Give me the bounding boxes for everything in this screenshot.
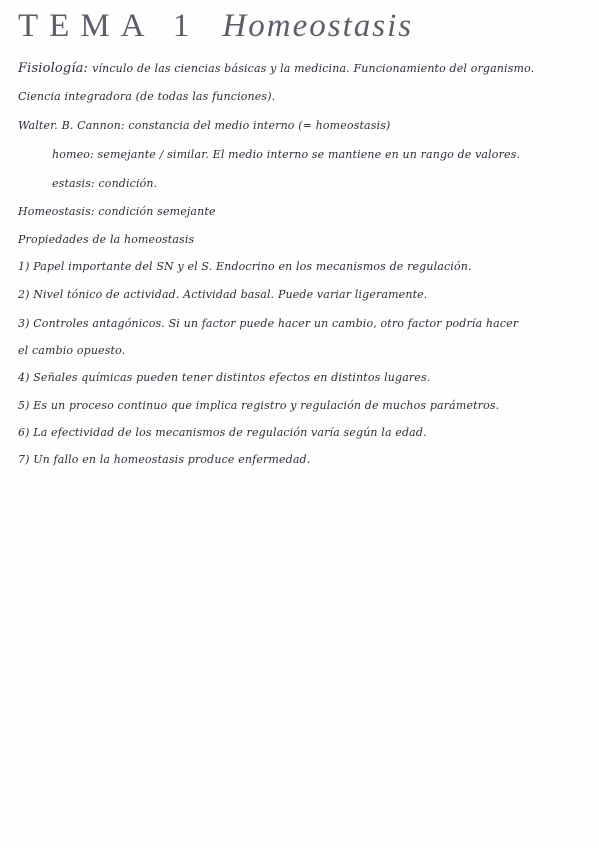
page-title [18,8,413,45]
note-line: 6) La efectividad de los mecanismos de regulación varía según la edad. [18,426,427,439]
note-line: 7) Un fallo en la homeostasis produce enfermedad. [18,453,311,466]
note-line: estasis: condición. [52,177,158,190]
note-line: Propiedades de la homeostasis [18,233,195,246]
note-line: 1) Papel importante del SN y el S. Endocrino en los mecanismos de regulación. [18,260,472,273]
note-line: 5) Es un proceso continuo que implica registro y regulación de muchos parámetros. [18,399,500,412]
note-term: Fisiología: [18,61,89,76]
note-line: el cambio opuesto. [18,344,126,357]
note-line: Walter. B. Cannon: constancia del medio interno (= homeostasis) [18,119,391,132]
title-topic-number: TEMA 1 [18,8,201,44]
note-line: 3) Controles antagónicos. Si un factor puede hacer un cambio, otro factor podría hacer [18,317,519,330]
title-topic-name: Homeostasis [222,8,414,44]
note-line: Homeostasis: condición semejante [18,205,216,218]
note-line: 4) Señales químicas pueden tener distintos efectos en distintos lugares. [18,371,431,384]
note-line: homeo: semejante / similar. El medio interno se mantiene en un rango de valores. [52,148,521,161]
note-line: 2) Nivel tónico de actividad. Actividad basal. Puede variar ligeramente. [18,288,428,301]
note-line [18,61,534,76]
note-line: Ciencia integradora (de todas las funciones). [18,90,276,103]
note-text: vínculo de las ciencias básicas y la medicina. Funcionamiento del organismo. [92,62,535,75]
